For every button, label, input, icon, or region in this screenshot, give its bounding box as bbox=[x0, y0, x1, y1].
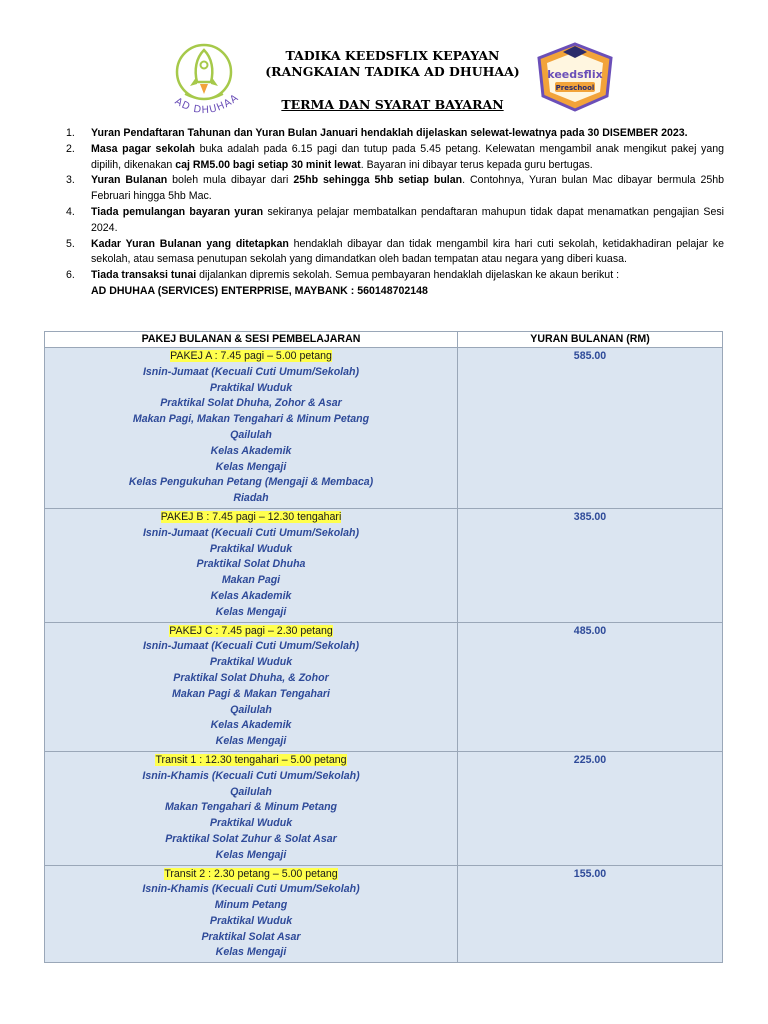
package-title: PAKEJ A : 7.45 pagi – 5.00 petang bbox=[170, 350, 332, 362]
ad-dhuhaa-logo bbox=[158, 38, 250, 122]
table-row bbox=[45, 348, 723, 509]
package-title: PAKEJ B : 7.45 pagi – 12.30 tengahari bbox=[160, 510, 342, 523]
package-item: Praktikal Wuduk bbox=[209, 817, 293, 830]
package-item: Isnin-Jumaat (Kecuali Cuti Umum/Sekolah) bbox=[142, 526, 360, 539]
package-item: Kelas Akademik bbox=[210, 719, 292, 732]
terms-list bbox=[66, 126, 724, 300]
package-item: Praktikal Solat Asar bbox=[201, 930, 301, 943]
term-text-part: caj RM5.00 bagi setiap 30 minit lewat bbox=[175, 158, 361, 171]
package-item: Makan Pagi bbox=[221, 574, 281, 587]
term-item bbox=[66, 126, 724, 142]
fee-cell bbox=[458, 508, 723, 622]
logo-right-sub: Preschool bbox=[555, 84, 595, 92]
term-number: 6. bbox=[66, 269, 75, 282]
package-cell bbox=[45, 508, 458, 622]
term-text-part: Masa pagar sekolah bbox=[91, 142, 196, 155]
package-item: Riadah bbox=[233, 492, 269, 505]
term-text-part: Kadar Yuran Bulanan yang ditetapkan bbox=[91, 237, 289, 250]
table-row bbox=[45, 865, 723, 963]
fee-cell bbox=[458, 751, 723, 865]
package-item: Kelas Mengaji bbox=[215, 735, 287, 748]
package-item: Kelas Pengukuhan Petang (Mengaji & Membaca) bbox=[128, 476, 374, 489]
package-item: Makan Tengahari & Minum Petang bbox=[164, 801, 338, 814]
table-row bbox=[45, 751, 723, 865]
term-text bbox=[91, 205, 724, 237]
package-item: Minum Petang bbox=[214, 899, 288, 912]
fee-cell bbox=[458, 622, 723, 751]
svg-text:AD DHUHAA bbox=[173, 92, 241, 116]
term-text-part: 25hb sehingga 5hb setiap bulan bbox=[293, 174, 463, 187]
term-text bbox=[91, 237, 724, 269]
term-text bbox=[91, 173, 724, 205]
package-item: Makan Pagi, Makan Tengahari & Minum Petang bbox=[132, 413, 370, 426]
package-item: Qailulah bbox=[230, 785, 272, 798]
term-text-part: Yuran Pendaftaran Tahunan dan Yuran Bulan Januari hendaklah dijelaskan selewat-lewatnya pada 30 DISEMBER 2023. bbox=[91, 127, 688, 139]
logo-right-brand: keedsflix bbox=[547, 68, 603, 81]
package-item: Makan Pagi & Makan Tengahari bbox=[172, 687, 330, 700]
term-text-part: Tiada transaksi tunai bbox=[91, 269, 197, 282]
package-item: Kelas Akademik bbox=[210, 444, 292, 457]
title-line-1: TADIKA KEEDSFLIX KEPAYAN bbox=[285, 48, 500, 63]
package-title: Transit 1 : 12.30 tengahari – 5.00 petang bbox=[155, 753, 347, 766]
package-price: 485.00 bbox=[573, 624, 607, 637]
term-text-part: buka adalah pada 6.15 pagi dan tutup pada 5.45 petang. Kelewatan mengambil anak mengikut pakej yang dipilih, dikenakan bbox=[91, 142, 725, 171]
package-item: Kelas Mengaji bbox=[215, 605, 287, 618]
package-item: Kelas Mengaji bbox=[215, 460, 287, 473]
package-cell bbox=[45, 751, 458, 865]
term-item bbox=[66, 237, 724, 269]
keedsflix-logo bbox=[533, 40, 617, 112]
term-text-part: Yuran Bulanan bbox=[91, 174, 168, 187]
term-item bbox=[66, 173, 724, 205]
page-subtitle: TERMA DAN SYARAT BAYARAN bbox=[281, 97, 504, 112]
term-text-part: hendaklah dibayar dan tidak mengambil kira hari cuti sekolah, ketidakhadiran pelajar ke sekolah, atau semasa penutupan sekolah yang dimandatkan oleh badan tempatan atau negara yang diberi kuasa. bbox=[91, 237, 724, 266]
term-text-part: Tiada pemulangan bayaran yuran bbox=[91, 205, 264, 218]
package-item: Qailulah bbox=[230, 428, 272, 441]
package-item: Isnin-Jumaat (Kecuali Cuti Umum/Sekolah) bbox=[142, 640, 360, 653]
term-number: 4. bbox=[66, 205, 75, 218]
term-text-part: . Bayaran ini dibayar terus kepada guru bertugas. bbox=[360, 158, 593, 171]
table-row bbox=[45, 508, 723, 622]
package-item: Isnin-Jumaat (Kecuali Cuti Umum/Sekolah) bbox=[142, 365, 360, 378]
package-price: 585.00 bbox=[573, 350, 607, 362]
bank-account-line: AD DHUHAA (SERVICES) ENTERPRISE, MAYBANK : 560148702148 bbox=[91, 284, 428, 297]
package-item: Kelas Mengaji bbox=[215, 946, 287, 959]
fee-cell bbox=[458, 348, 723, 509]
term-text bbox=[91, 126, 724, 142]
term-number: 5. bbox=[66, 237, 75, 250]
fee-cell bbox=[458, 865, 723, 963]
package-price: 385.00 bbox=[573, 510, 607, 523]
table-header-row bbox=[45, 332, 723, 348]
title-line-2: (RANGKAIAN TADIKA AD DHUHAA) bbox=[265, 64, 520, 79]
term-number: 1. bbox=[66, 127, 75, 139]
term-text bbox=[91, 142, 724, 174]
fees-table bbox=[44, 331, 723, 963]
package-item: Praktikal Wuduk bbox=[209, 914, 293, 927]
package-item: Isnin-Khamis (Kecuali Cuti Umum/Sekolah) bbox=[142, 769, 360, 782]
package-cell bbox=[45, 348, 458, 509]
package-item: Praktikal Wuduk bbox=[209, 381, 293, 394]
package-item: Praktikal Wuduk bbox=[209, 542, 293, 555]
term-text-part: . Contohnya, Yuran bulan Mac dibayar bermula 25hb Februari hingga 5hb Mac. bbox=[91, 174, 725, 203]
package-item: Praktikal Solat Dhuha bbox=[196, 558, 306, 571]
package-item: Praktikal Wuduk bbox=[209, 656, 293, 669]
logo-left-text: AD DHUHAA bbox=[172, 92, 242, 117]
package-title: Transit 2 : 2.30 petang – 5.00 petang bbox=[164, 867, 338, 880]
package-item: Praktikal Solat Dhuha, Zohor & Asar bbox=[160, 397, 342, 410]
package-item: Praktikal Solat Dhuha, & Zohor bbox=[173, 671, 329, 684]
package-item: Praktikal Solat Zuhur & Solat Asar bbox=[165, 832, 337, 845]
package-item: Qailulah bbox=[230, 703, 272, 716]
term-item bbox=[66, 142, 724, 174]
rocket-icon bbox=[158, 38, 250, 122]
package-price: 225.00 bbox=[573, 753, 607, 766]
term-item bbox=[66, 268, 724, 300]
header-package: PAKEJ BULANAN & SESI PEMBELAJARAN bbox=[45, 332, 458, 348]
page-title bbox=[250, 48, 535, 80]
term-text-part: sekiranya pelajar membatalkan pendaftaran mahupun tidak dapat menamatkan pengajian Sesi 2024. bbox=[91, 205, 725, 234]
package-cell bbox=[45, 865, 458, 963]
package-item: Kelas Mengaji bbox=[215, 848, 287, 861]
package-item: Isnin-Khamis (Kecuali Cuti Umum/Sekolah) bbox=[142, 883, 360, 896]
header-fee: YURAN BULANAN (RM) bbox=[458, 332, 723, 348]
term-text-part: boleh mula dibayar dari bbox=[167, 174, 294, 187]
table-row bbox=[45, 622, 723, 751]
package-cell bbox=[45, 622, 458, 751]
term-item bbox=[66, 205, 724, 237]
package-title: PAKEJ C : 7.45 pagi – 2.30 petang bbox=[169, 624, 333, 637]
package-item: Kelas Akademik bbox=[210, 589, 292, 602]
term-number: 3. bbox=[66, 174, 75, 187]
term-text-part: dijalankan dipremis sekolah. Semua pembayaran hendaklah dijelaskan ke akaun berikut : bbox=[196, 269, 620, 282]
term-number: 2. bbox=[66, 142, 75, 155]
package-price: 155.00 bbox=[573, 867, 607, 880]
term-text bbox=[91, 268, 724, 300]
